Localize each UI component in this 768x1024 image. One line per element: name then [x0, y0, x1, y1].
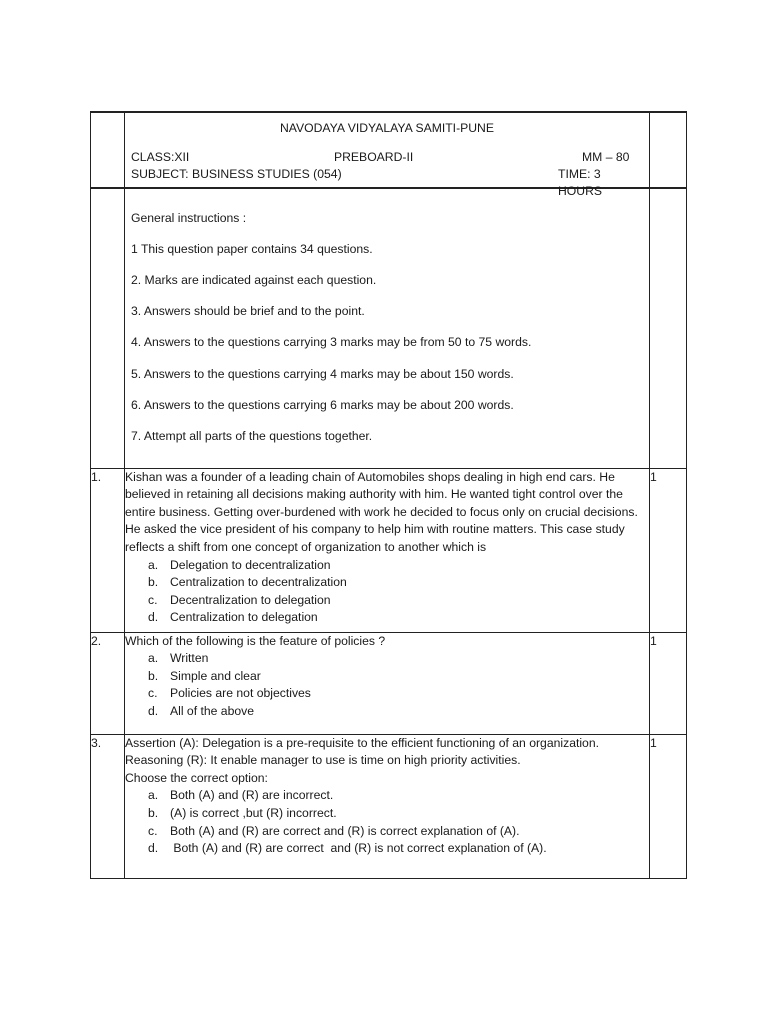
option-letter: c. [148, 686, 158, 701]
choose-prompt: Choose the correct option: [125, 770, 268, 785]
instruction-item: 1 This question paper contains 34 questions. [131, 241, 373, 256]
question-number: 1. [91, 468, 125, 632]
option-letter: b. [148, 575, 159, 590]
class-label: CLASS:XII [131, 149, 190, 164]
option-item [148, 592, 649, 610]
option-text: Both (A) and (R) are correct and (R) is correct explanation of (A). [170, 823, 520, 838]
question-number: 3. [91, 734, 125, 878]
option-item [148, 685, 649, 703]
header-cell [125, 112, 650, 199]
option-letter: b. [148, 805, 159, 820]
instructions-row [91, 188, 687, 469]
option-item [148, 787, 649, 805]
option-text: Decentralization to delegation [170, 592, 331, 607]
time-label: TIME: 3 HOURS [558, 166, 603, 199]
options-list [125, 787, 649, 857]
question-row [91, 632, 687, 734]
option-letter: d. [148, 610, 159, 625]
question-body [125, 734, 650, 878]
option-text: (A) is correct ,but (R) incorrect. [170, 805, 337, 820]
header-left-cell [91, 112, 125, 188]
option-letter: c. [148, 592, 158, 607]
question-row [91, 734, 687, 878]
option-letter: a. [148, 788, 159, 803]
options-list [125, 650, 649, 720]
option-letter: d. [148, 703, 159, 718]
question-marks: 1 [650, 468, 687, 632]
subject-label: SUBJECT: BUSINESS STUDIES (054) [131, 166, 342, 181]
question-paper-table [90, 111, 687, 879]
option-item [148, 650, 649, 668]
options-list [125, 557, 649, 627]
option-item [148, 668, 649, 686]
question-body [125, 468, 650, 632]
question-text: Which of the following is the feature of policies ? [125, 633, 386, 648]
assertion-text: Assertion (A): Delegation is a pre-requisite to the efficient functioning of an organization. [125, 735, 600, 750]
instructions-title: General instructions : [131, 210, 247, 225]
option-text: Written [170, 651, 209, 666]
option-item [148, 840, 649, 858]
instruction-item: 6. Answers to the questions carrying 6 marks may be about 200 words. [131, 397, 514, 412]
instruction-item: 3. Answers should be brief and to the point. [131, 304, 365, 319]
instructions-cell [125, 188, 650, 469]
reasoning-text: Reasoning (R): It enable manager to use is time on high priority activities. [125, 753, 521, 768]
exam-name: PREBOARD-II [334, 149, 414, 164]
header-right-cell [650, 112, 687, 188]
school-name: NAVODAYA VIDYALAYA SAMITI-PUNE [279, 121, 494, 135]
question-marks: 1 [650, 632, 687, 734]
option-item [148, 823, 649, 841]
instruction-item: 2. Marks are indicated against each question. [131, 272, 377, 287]
option-text: Simple and clear [170, 668, 261, 683]
option-item [148, 703, 649, 721]
instruction-item: 4. Answers to the questions carrying 3 marks may be from 50 to 75 words. [131, 335, 532, 350]
option-item [148, 805, 649, 823]
option-letter: a. [148, 557, 159, 572]
option-item [148, 574, 649, 592]
question-text: Kishan was a founder of a leading chain of Automobiles shops dealing in high end cars. He believed in retaining all decisions making authority with him. He wanted tight control over the entire business. Getting over-burdened with work he decided to focus only on crucial decisions. He asked the vice president of his company to help him with routine matters. This case study reflects a shift from one concept of organization to another which is [125, 469, 638, 554]
instruction-item: 5. Answers to the questions carrying 4 marks may be about 150 words. [131, 366, 514, 381]
question-marks: 1 [650, 734, 687, 878]
option-text: Centralization to decentralization [170, 575, 347, 590]
option-item [148, 557, 649, 575]
option-text: Both (A) and (R) are correct and (R) is not correct explanation of (A). [170, 841, 547, 856]
question-row [91, 468, 687, 632]
option-text: All of the above [170, 703, 255, 718]
max-marks: MM – 80 [582, 149, 630, 164]
option-letter: d. [148, 841, 159, 856]
option-text: Both (A) and (R) are incorrect. [170, 788, 334, 803]
option-item [148, 609, 649, 627]
option-text: Policies are not objectives [170, 686, 311, 701]
question-body [125, 632, 650, 734]
option-text: Centralization to delegation [170, 610, 318, 625]
header-row [91, 112, 687, 188]
option-letter: a. [148, 651, 159, 666]
option-letter: b. [148, 668, 159, 683]
question-number: 2. [91, 632, 125, 734]
option-letter: c. [148, 823, 158, 838]
option-text: Delegation to decentralization [170, 557, 331, 572]
instruction-item: 7. Attempt all parts of the questions together. [131, 428, 373, 443]
